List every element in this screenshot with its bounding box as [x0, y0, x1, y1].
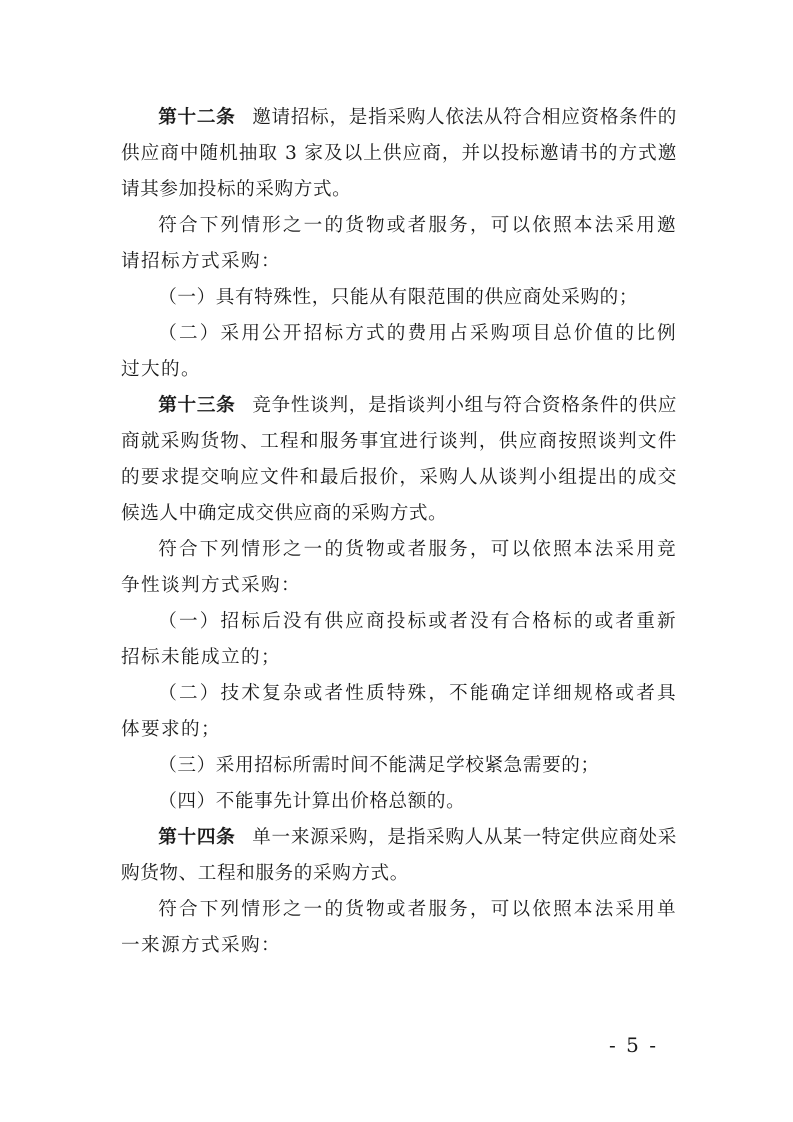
paragraph-text: （一）招标后没有供应商投标或者没有合格标的或者重新招标未能成立的；: [121, 611, 677, 668]
paragraph-text: （二）技术复杂或者性质特殊，不能确定详细规格或者具体要求的；: [121, 683, 677, 740]
paragraph-article-12: [121, 100, 677, 208]
paragraph-text: 竞争性谈判，是指谈判小组与符合资格条件的供应商就采购货物、工程和服务事宜进行谈判，供应商按照谈判文件的要求提交响应文件和最后报价，采购人从谈判小组提出的成交候选人中确定成交供应商的采购方式。: [121, 395, 677, 524]
paragraph-item: [121, 604, 677, 676]
paragraph-text: （一）具有特殊性，只能从有限范围的供应商处采购的；: [158, 287, 639, 308]
paragraph-conditions-invitation: [121, 208, 677, 280]
paragraph-item: [121, 316, 677, 388]
page-number: - 5 -: [609, 1033, 658, 1057]
article-number: 第十四条: [158, 827, 236, 848]
paragraph-conditions-negotiation: [121, 532, 677, 604]
article-number: 第十二条: [158, 107, 236, 128]
paragraph-item: [121, 748, 677, 784]
paragraph-text: 符合下列情形之一的货物或者服务，可以依照本法采用单一来源方式采购：: [121, 899, 677, 956]
document-body: [121, 100, 677, 964]
paragraph-text: （三）采用招标所需时间不能满足学校紧急需要的；: [158, 755, 600, 776]
paragraph-conditions-single-source: [121, 892, 677, 964]
paragraph-text: 单一来源采购，是指采购人从某一特定供应商处采购货物、工程和服务的采购方式。: [121, 827, 677, 884]
paragraph-text: 符合下列情形之一的货物或者服务，可以依照本法采用邀请招标方式采购：: [121, 215, 677, 272]
paragraph-article-14: [121, 820, 677, 892]
paragraph-text: （四）不能事先计算出价格总额的。: [158, 791, 466, 812]
paragraph-text: 邀请招标，是指采购人依法从符合相应资格条件的供应商中随机抽取 3 家及以上供应商，并以投标邀请书的方式邀请其参加投标的采购方式。: [121, 107, 677, 200]
paragraph-item: [121, 784, 677, 820]
paragraph-item: [121, 676, 677, 748]
paragraph-item: [121, 280, 677, 316]
article-number: 第十三条: [158, 395, 236, 416]
paragraph-text: 符合下列情形之一的货物或者服务，可以依照本法采用竞争性谈判方式采购：: [121, 539, 677, 596]
paragraph-article-13: [121, 388, 677, 532]
paragraph-text: （二）采用公开招标方式的费用占采购项目总价值的比例过大的。: [121, 323, 677, 380]
